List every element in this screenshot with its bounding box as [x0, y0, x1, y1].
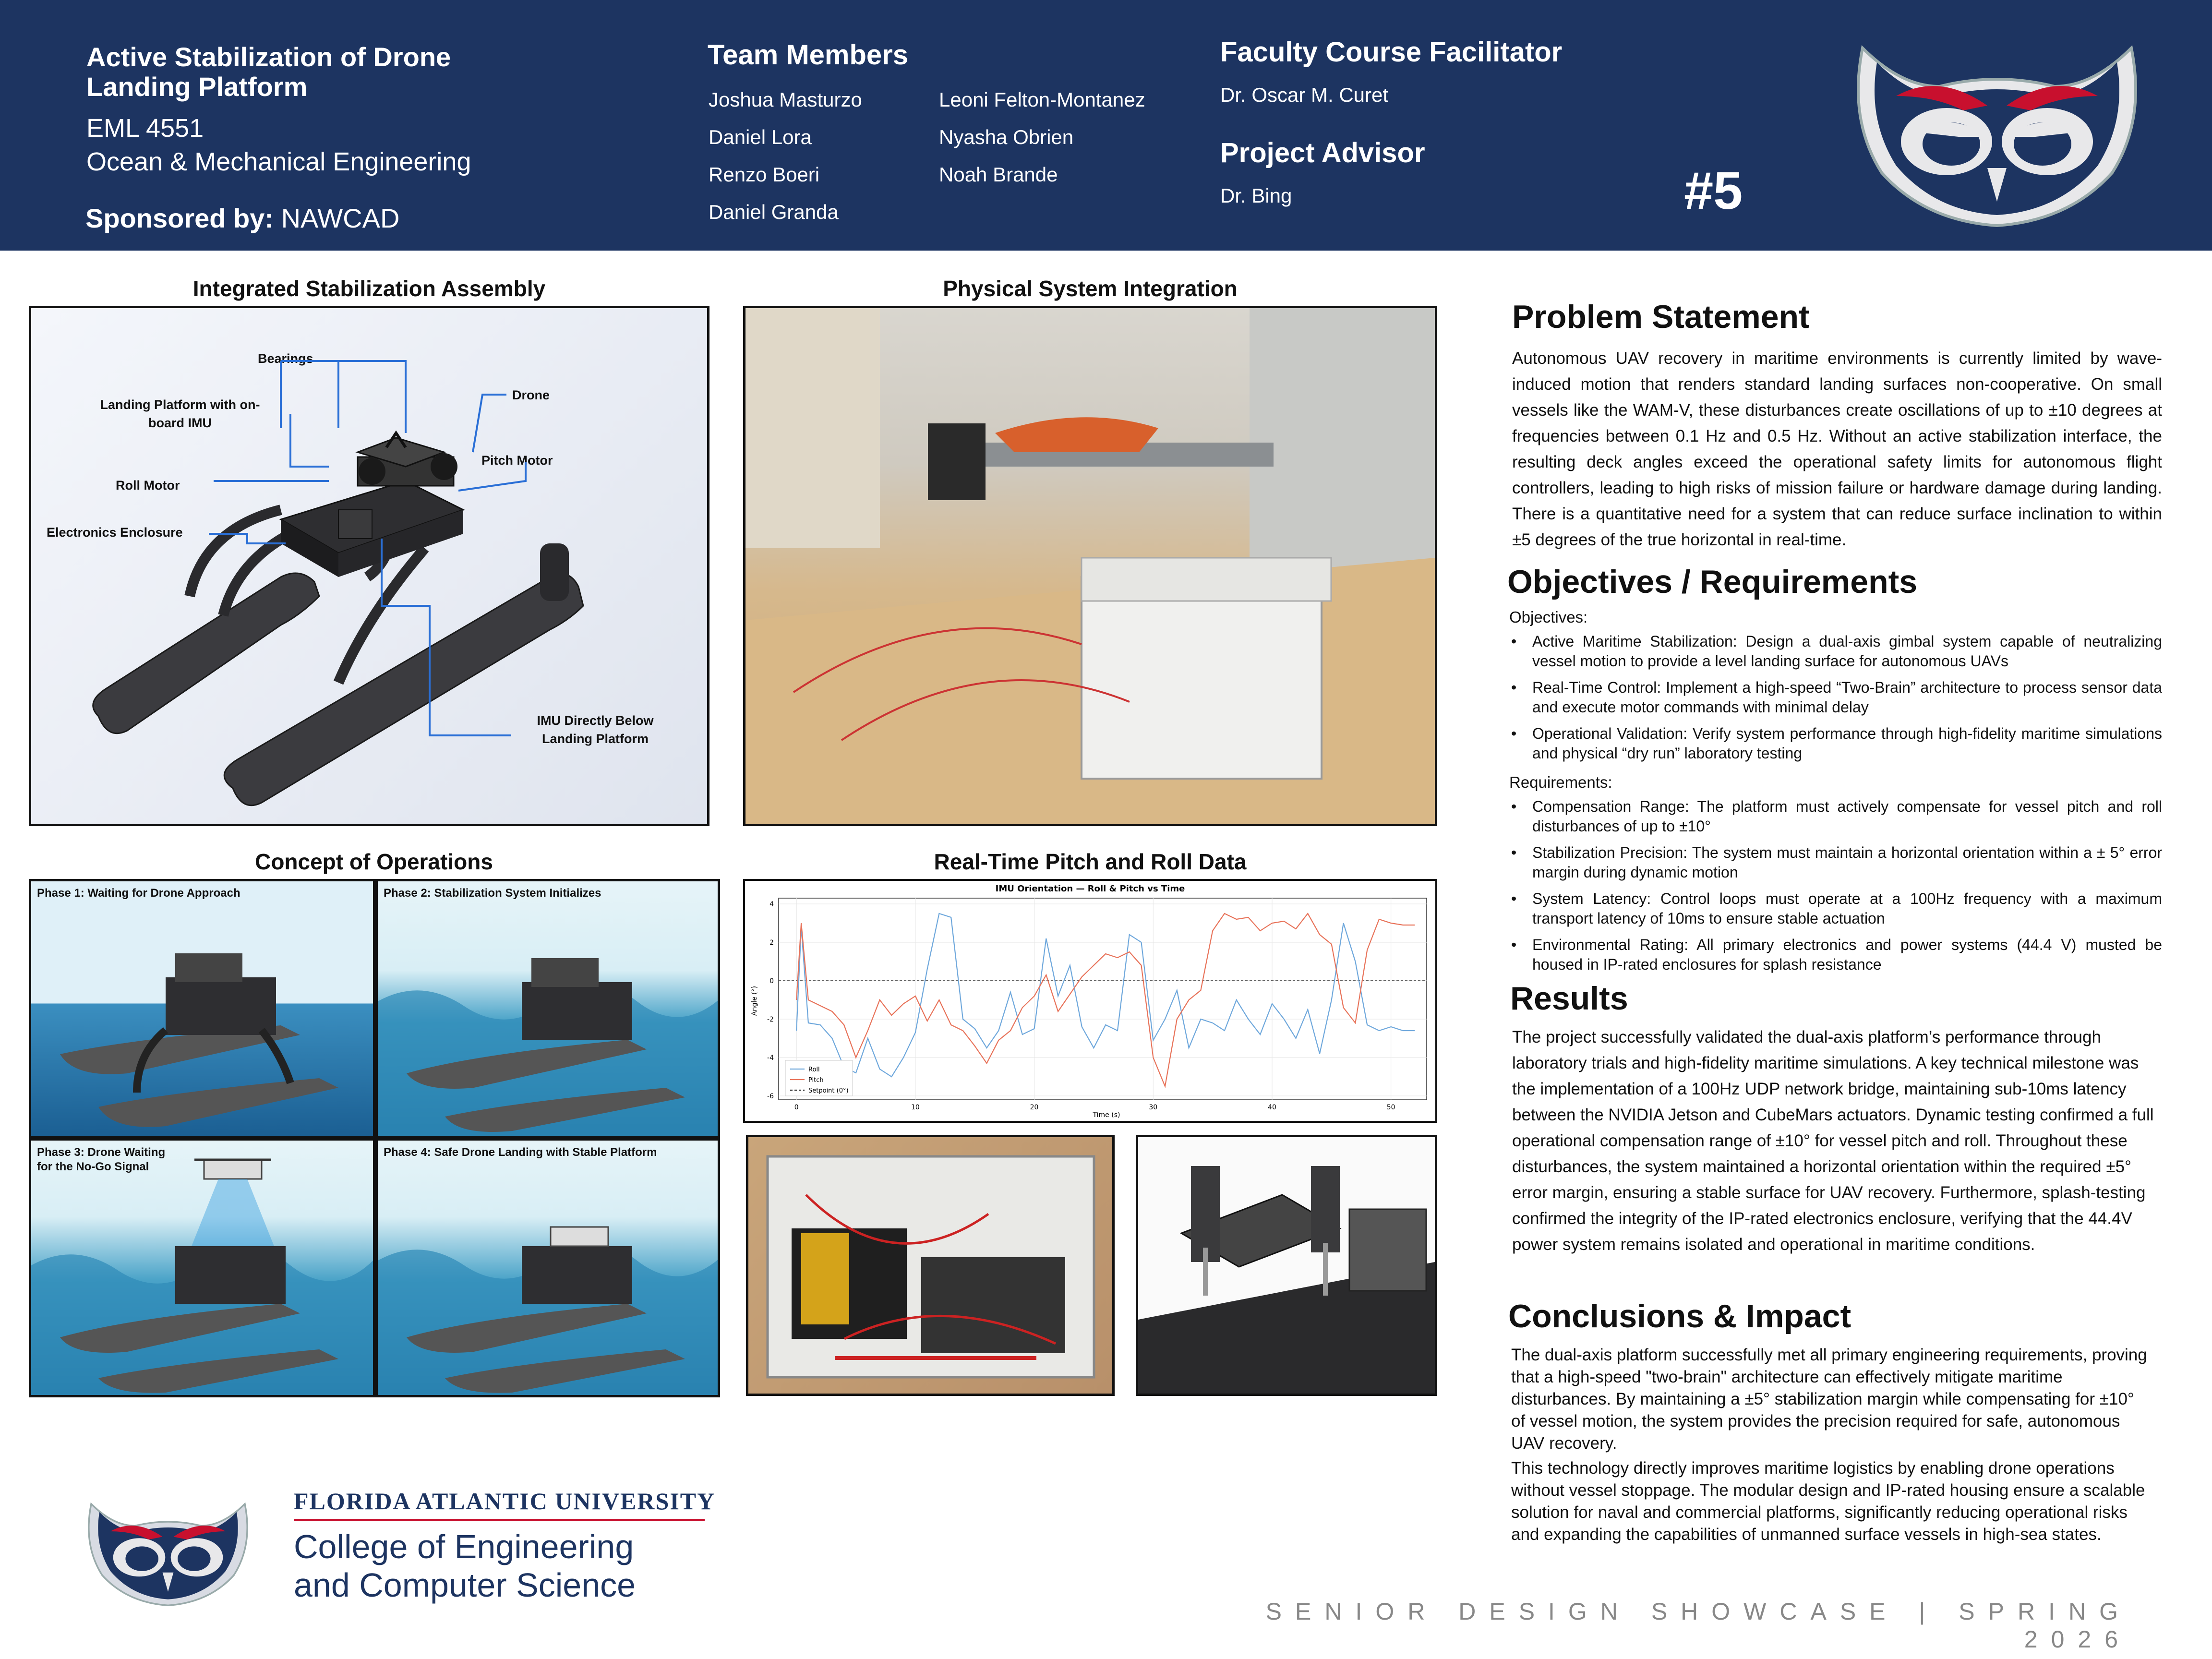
- phase-1-panel: [31, 881, 373, 1136]
- sponsor-name: NAWCAD: [281, 203, 400, 233]
- y-tick-label: -4: [767, 1054, 774, 1062]
- drone-landing-icon: [378, 1141, 720, 1395]
- conops-grid: [29, 879, 720, 1397]
- phase-1-label: Phase 1: Waiting for Drone Approach: [37, 887, 240, 900]
- electronics-box-icon: [748, 1137, 1112, 1394]
- results-heading: Results: [1510, 980, 1628, 1017]
- phase-2-label: Phase 2: Stabilization System Initializes: [384, 887, 601, 900]
- team-heading: Team Members: [708, 39, 908, 71]
- advisor-name: Dr. Bing: [1220, 184, 1292, 207]
- conclusions-heading: Conclusions & Impact: [1508, 1298, 1851, 1334]
- legend-label: Setpoint (0°): [808, 1087, 849, 1094]
- university-name: FLORIDA ATLANTIC UNIVERSITY: [294, 1488, 716, 1515]
- x-tick-label: 40: [1268, 1104, 1276, 1111]
- requirements-label: Requirements:: [1509, 773, 1612, 791]
- objective-item: • Operational Validation: Verify system performance through high-fidelity maritime simulations and physical “dry run” laboratory testing: [1509, 724, 2162, 763]
- x-tick-label: 30: [1149, 1104, 1158, 1111]
- team-member: Leoni Felton-Montanez: [939, 88, 1145, 111]
- cad-render: [1136, 1135, 1437, 1396]
- team-number: #5: [1684, 161, 1743, 220]
- assembly-title: Integrated Stabilization Assembly: [192, 276, 546, 301]
- boat-icon: [31, 881, 373, 1136]
- conclusions-text-2: This technology directly improves maritime logistics by enabling drone operations without vessel stoppage. The modular design and IP-rated housing ensure a scalable solution for naval and commercial platforms, significantly reducing operational risks and expanding the capabilities of unmanned surface vessels in high-sea states.: [1511, 1459, 2145, 1544]
- sponsor-line: [85, 202, 399, 235]
- phase-2-panel: [378, 881, 720, 1136]
- y-tick-label: 2: [769, 939, 774, 947]
- objectives-heading: Objectives / Requirements: [1507, 564, 1918, 600]
- physical-photo: [743, 306, 1437, 826]
- assembly-figure: [29, 306, 709, 826]
- chart-ylabel: Angle (°): [751, 986, 758, 1016]
- x-tick-label: 50: [1386, 1104, 1395, 1111]
- cad-platform-icon: [1138, 1137, 1435, 1394]
- owl-logo-icon: [1843, 29, 2151, 230]
- electronics-photo: [746, 1135, 1115, 1396]
- team-member: Renzo Boeri: [709, 163, 820, 186]
- sponsor-label: Sponsored by:: [85, 203, 274, 233]
- phase-3-label: Phase 3: Drone Waiting for the No-Go Signal: [37, 1146, 166, 1173]
- problem-heading: Problem Statement: [1512, 299, 1810, 335]
- chart-xlabel: Time (s): [1093, 1111, 1120, 1119]
- callout-bearings: Bearings: [258, 351, 313, 366]
- results-text: The project successfully validated the dual-axis platform’s performance through laboratory trials and high-fidelity maritime simulations. A key technical milestone was the implementation of a 100Hz UDP network bridge, maintaining sub-10ms latency between the NVIDIA Jetson and CubeMars actuators. Dynamic testing confirmed a full operational compensation range of ±10° for vessel pitch and roll. Throughout these disturbances, the system maintained a horizontal orientation within the required ±5° error margin, ensuring a stable surface for UAV recovery. Furthermore, splash-testing confirmed the integrity of the IP-rated electronics enclosure, verifying that the 44.4V power system remains isolated and operational in maritime conditions.: [1512, 1028, 2154, 1254]
- pitchroll-chart: [743, 879, 1437, 1123]
- callout-leaders: [31, 308, 707, 824]
- conops-title: Concept of Operations: [255, 849, 493, 874]
- callout-imu: IMU Directly Below Landing Platform: [537, 713, 654, 746]
- y-tick-label: -6: [767, 1093, 774, 1100]
- chart-title: IMU Orientation — Roll & Pitch vs Time: [995, 884, 1185, 894]
- callout-roll-motor: Roll Motor: [116, 478, 180, 493]
- owl-footer-logo-icon: [67, 1493, 269, 1608]
- team-member: Daniel Lora: [709, 126, 812, 148]
- x-tick-label: 10: [911, 1104, 920, 1111]
- university-divider: [294, 1519, 705, 1521]
- college-name: [294, 1527, 636, 1604]
- objectives-label: Objectives:: [1509, 608, 1588, 626]
- x-tick-label: 20: [1030, 1104, 1039, 1111]
- requirements-list: [1509, 797, 2162, 981]
- team-member: Noah Brande: [939, 163, 1058, 186]
- callout-pitch-motor: Pitch Motor: [481, 453, 553, 468]
- plot-area: [779, 898, 1427, 1100]
- objectives-list: [1509, 632, 2162, 770]
- team-member: Joshua Masturzo: [709, 88, 862, 111]
- phase-4-panel: [378, 1141, 720, 1395]
- college-line-2: and Computer Science: [294, 1566, 636, 1604]
- chart-svg: [745, 881, 1435, 1121]
- callout-landing-platform: Landing Platform with on-board IMU: [100, 397, 260, 430]
- department: Ocean & Mechanical Engineering: [86, 147, 471, 176]
- legend-label: Pitch: [808, 1077, 824, 1084]
- requirement-item: • Compensation Range: The platform must actively compensate for vessel pitch and roll disturbances of up to ±10°: [1509, 797, 2162, 836]
- y-tick-label: 0: [769, 977, 774, 985]
- objective-item: • Real-Time Control: Implement a high-speed “Two-Brain” architecture to process sensor data and execute motor commands with minimal delay: [1509, 678, 2162, 717]
- team-member: Daniel Granda: [709, 201, 839, 223]
- y-tick-label: 4: [769, 901, 774, 908]
- lab-photo-icon: [745, 308, 1435, 824]
- x-tick-label: 0: [794, 1104, 799, 1111]
- callout-drone: Drone: [512, 388, 550, 402]
- phase-4-label: Phase 4: Safe Drone Landing with Stable Platform: [384, 1146, 657, 1159]
- pitchroll-title: Real-Time Pitch and Roll Data: [934, 849, 1247, 874]
- legend-label: Roll: [808, 1066, 820, 1073]
- facilitator-name: Dr. Oscar M. Curet: [1220, 84, 1389, 106]
- requirement-item: • System Latency: Control loops must operate at a 100Hz frequency with a maximum transport latency of 10ms to ensure stable actuation: [1509, 889, 2162, 928]
- course-code: EML 4551: [86, 114, 204, 143]
- facilitator-heading: Faculty Course Facilitator: [1220, 36, 1563, 68]
- conclusions-text-1: The dual-axis platform successfully met all primary engineering requirements, proving that a high-speed "two-brain" architecture can effectively mitigate maritime disturbances. By maintaining a ±5° stabilization margin while compensating for ±10° of vessel motion, the system provides the precision required for safe, autonomous UAV recovery.: [1511, 1346, 2147, 1453]
- requirement-item: • Environmental Rating: All primary electronics and power systems (44.4 V) musted be housed in IP-rated enclosures for splash resistance: [1509, 935, 2162, 974]
- problem-text: Autonomous UAV recovery in maritime environments is currently limited by wave-induced motion that renders standard landing surfaces non-cooperative. On small vessels like the WAM-V, these disturbances create oscillations of up to ±10 degrees at frequencies between 0.1 Hz and 0.5 Hz. Without an active stabilization interface, the resulting deck angles exceed the operational safety limits for autonomous flight controllers, leading to high risks of mission failure or hardware damage during landing. There is a quantitative need for a system that can reduce surface inclination to within ±5 degrees of the true horizontal in real-time.: [1512, 349, 2162, 549]
- phase-3-panel: [31, 1141, 373, 1395]
- poster-title: Active Stabilization of Drone Landing Platform: [86, 42, 451, 102]
- physical-title: Physical System Integration: [943, 276, 1238, 301]
- poster-header: [0, 0, 2212, 251]
- objective-item: • Active Maritime Stabilization: Design a dual-axis gimbal system capable of neutralizing vessel motion to provide a level landing surface for autonomous UAVs: [1509, 632, 2162, 671]
- requirement-item: • Stabilization Precision: The system must maintain a horizontal orientation within a ± 5° error margin during dynamic motion: [1509, 843, 2162, 882]
- college-line-1: College of Engineering: [294, 1528, 634, 1565]
- boat-icon: [378, 881, 720, 1136]
- showcase-banner: SENIOR DESIGN SHOWCASE | SPRING 2026: [1265, 1598, 2131, 1653]
- drone-waiting-icon: [31, 1141, 373, 1395]
- team-member: Nyasha Obrien: [939, 126, 1074, 148]
- y-tick-label: -2: [767, 1016, 774, 1023]
- advisor-heading: Project Advisor: [1220, 137, 1425, 168]
- callout-electronics: Electronics Enclosure: [47, 525, 183, 540]
